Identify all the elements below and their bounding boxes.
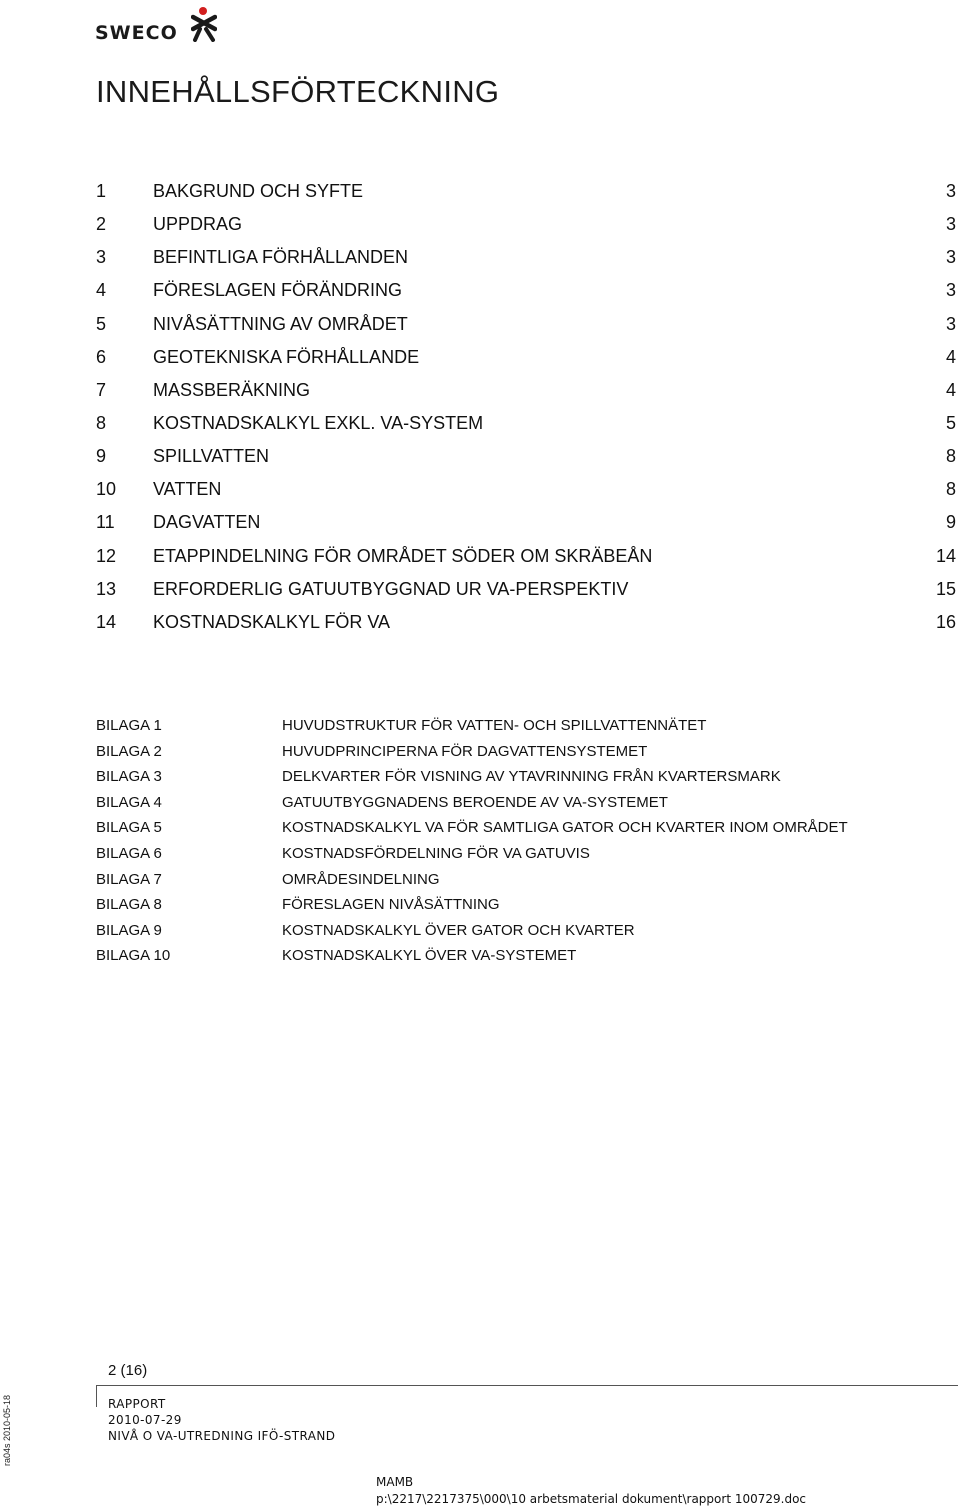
appendix-id: BILAGA 6 [96, 844, 162, 862]
toc-label: MASSBERÄKNING [153, 379, 311, 400]
appendix-description: KOSTNADSKALKYL VA FÖR SAMTLIGA GATOR OCH KVARTER INOM OMRÅDET [282, 819, 848, 837]
toc-entry[interactable] [96, 410, 956, 443]
footer-divider [96, 1385, 958, 1386]
toc-entry[interactable] [96, 476, 956, 509]
appendix-list [96, 715, 916, 971]
toc-label: UPPDRAG [153, 214, 243, 235]
footer-doc-info [108, 1396, 335, 1444]
appendix-item [96, 766, 916, 792]
appendix-id: BILAGA 7 [96, 870, 162, 888]
appendix-id: BILAGA 4 [96, 793, 162, 811]
toc-page: 16 [935, 611, 956, 632]
toc-label: ETAPPINDELNING FÖR OMRÅDET SÖDER OM SKRÄBEÅN [153, 545, 653, 566]
toc-page: 8 [945, 446, 956, 467]
toc-page: 5 [945, 412, 956, 433]
toc-entry[interactable] [96, 377, 956, 410]
logo-figure-icon [191, 6, 217, 42]
toc-page: 3 [945, 280, 956, 301]
doc-date: 2010-07-29 [108, 1413, 182, 1427]
toc-page: 15 [935, 578, 956, 599]
appendix-item [96, 894, 916, 920]
toc-number: 13 [96, 578, 117, 599]
toc-entry[interactable] [96, 311, 956, 344]
toc-entry[interactable] [96, 576, 956, 609]
appendix-id: BILAGA 8 [96, 896, 162, 914]
toc-entry[interactable] [96, 277, 956, 310]
toc-number: 14 [96, 611, 117, 632]
toc-label: BEFINTLIGA FÖRHÅLLANDEN [153, 247, 409, 268]
toc-entry[interactable] [96, 211, 956, 244]
appendix-description: KOSTNADSKALKYL ÖVER GATOR OCH KVARTER [282, 921, 635, 939]
toc-number: 12 [96, 545, 117, 566]
toc-page: 4 [945, 379, 956, 400]
toc-label: FÖRESLAGEN FÖRÄNDRING [153, 280, 403, 301]
appendix-id: BILAGA 1 [96, 717, 162, 734]
toc-label: ERFORDERLIG GATUUTBYGGNAD UR VA-PERSPEKTIV [153, 578, 629, 599]
project-name: NIVÅ O VA-UTREDNING IFÖ-STRAND [108, 1429, 336, 1443]
appendix-description: DELKVARTER FÖR VISNING AV YTAVRINNING FRÅN KVARTERSMARK [282, 768, 781, 786]
appendix-id: BILAGA 2 [96, 742, 162, 760]
appendix-id: BILAGA 9 [96, 921, 162, 939]
toc-number: 4 [96, 280, 107, 301]
toc-label: VATTEN [153, 479, 222, 500]
toc-label: SPILLVATTEN [153, 446, 270, 467]
toc-label: KOSTNADSKALKYL FÖR VA [153, 611, 391, 632]
toc-label: DAGVATTEN [153, 512, 261, 533]
appendix-id: BILAGA 3 [96, 768, 162, 786]
logo-wordmark: SWECO [95, 22, 178, 44]
footer-file-info [376, 1474, 806, 1508]
toc-label: KOSTNADSKALKYL EXKL. VA-SYSTEM [153, 412, 484, 433]
toc-entry[interactable] [96, 543, 956, 576]
appendix-item [96, 741, 916, 767]
footer-divider-tick [96, 1385, 97, 1407]
sweco-logo [95, 6, 220, 46]
toc-page: 3 [945, 313, 956, 334]
toc-page: 3 [945, 247, 956, 268]
toc-entry[interactable] [96, 344, 956, 377]
toc-page: 14 [935, 545, 956, 566]
appendix-description: KOSTNADSKALKYL ÖVER VA-SYSTEMET [282, 947, 577, 965]
file-path: p:\2217\2217375\000\10 arbetsmaterial dokument\rapport 100729.doc [376, 1492, 807, 1506]
toc-number: 7 [96, 379, 107, 400]
appendix-item [96, 843, 916, 869]
appendix-item [96, 792, 916, 818]
toc-entry[interactable] [96, 244, 956, 277]
appendix-description: KOSTNADSFÖRDELNING FÖR VA GATUVIS [282, 844, 590, 862]
appendix-item [96, 715, 916, 741]
toc-entry[interactable] [96, 443, 956, 476]
appendix-item [96, 945, 916, 971]
appendix-description: FÖRESLAGEN NIVÅSÄTTNING [282, 896, 500, 914]
toc-page: 8 [945, 479, 956, 500]
toc-number: 10 [96, 479, 117, 500]
toc-number: 9 [96, 446, 107, 467]
doc-type: RAPPORT [108, 1397, 166, 1411]
appendix-item [96, 920, 916, 946]
appendix-id: BILAGA 10 [96, 947, 171, 965]
appendix-description: GATUUTBYGGNADENS BEROENDE AV VA-SYSTEMET [282, 793, 668, 811]
toc-number: 11 [96, 512, 115, 533]
toc-entry[interactable] [96, 178, 956, 211]
page-title: INNEHÅLLSFÖRTECKNING [96, 74, 500, 109]
toc-entry[interactable] [96, 609, 956, 642]
toc-label: NIVÅSÄTTNING AV OMRÅDET [153, 313, 408, 334]
toc-page: 3 [945, 214, 956, 235]
appendix-item [96, 869, 916, 895]
appendix-id: BILAGA 5 [96, 819, 162, 837]
toc-number: 1 [96, 181, 107, 201]
toc-number: 3 [96, 247, 107, 268]
toc-label: GEOTEKNISKA FÖRHÅLLANDE [153, 346, 420, 367]
page-number: 2 (16) [108, 1362, 148, 1379]
appendix-item [96, 817, 916, 843]
toc-number: 2 [96, 214, 107, 235]
toc-entry[interactable] [96, 509, 956, 542]
appendix-description: OMRÅDESINDELNING [282, 870, 440, 888]
template-code: ra04s 2010-05-18 [2, 1394, 12, 1466]
toc-page: 4 [945, 346, 956, 367]
toc-number: 8 [96, 412, 107, 433]
toc-page: 3 [945, 181, 956, 201]
table-of-contents [96, 178, 956, 642]
toc-page: 9 [945, 512, 956, 533]
appendix-description: HUVUDPRINCIPERNA FÖR DAGVATTENSYSTEMET [282, 742, 648, 760]
toc-number: 6 [96, 346, 107, 367]
toc-label: BAKGRUND OCH SYFTE [153, 181, 364, 201]
author-code: MAMB [376, 1475, 414, 1489]
appendix-description: HUVUDSTRUKTUR FÖR VATTEN- OCH SPILLVATTENNÄTET [282, 717, 707, 734]
toc-number: 5 [96, 313, 107, 334]
